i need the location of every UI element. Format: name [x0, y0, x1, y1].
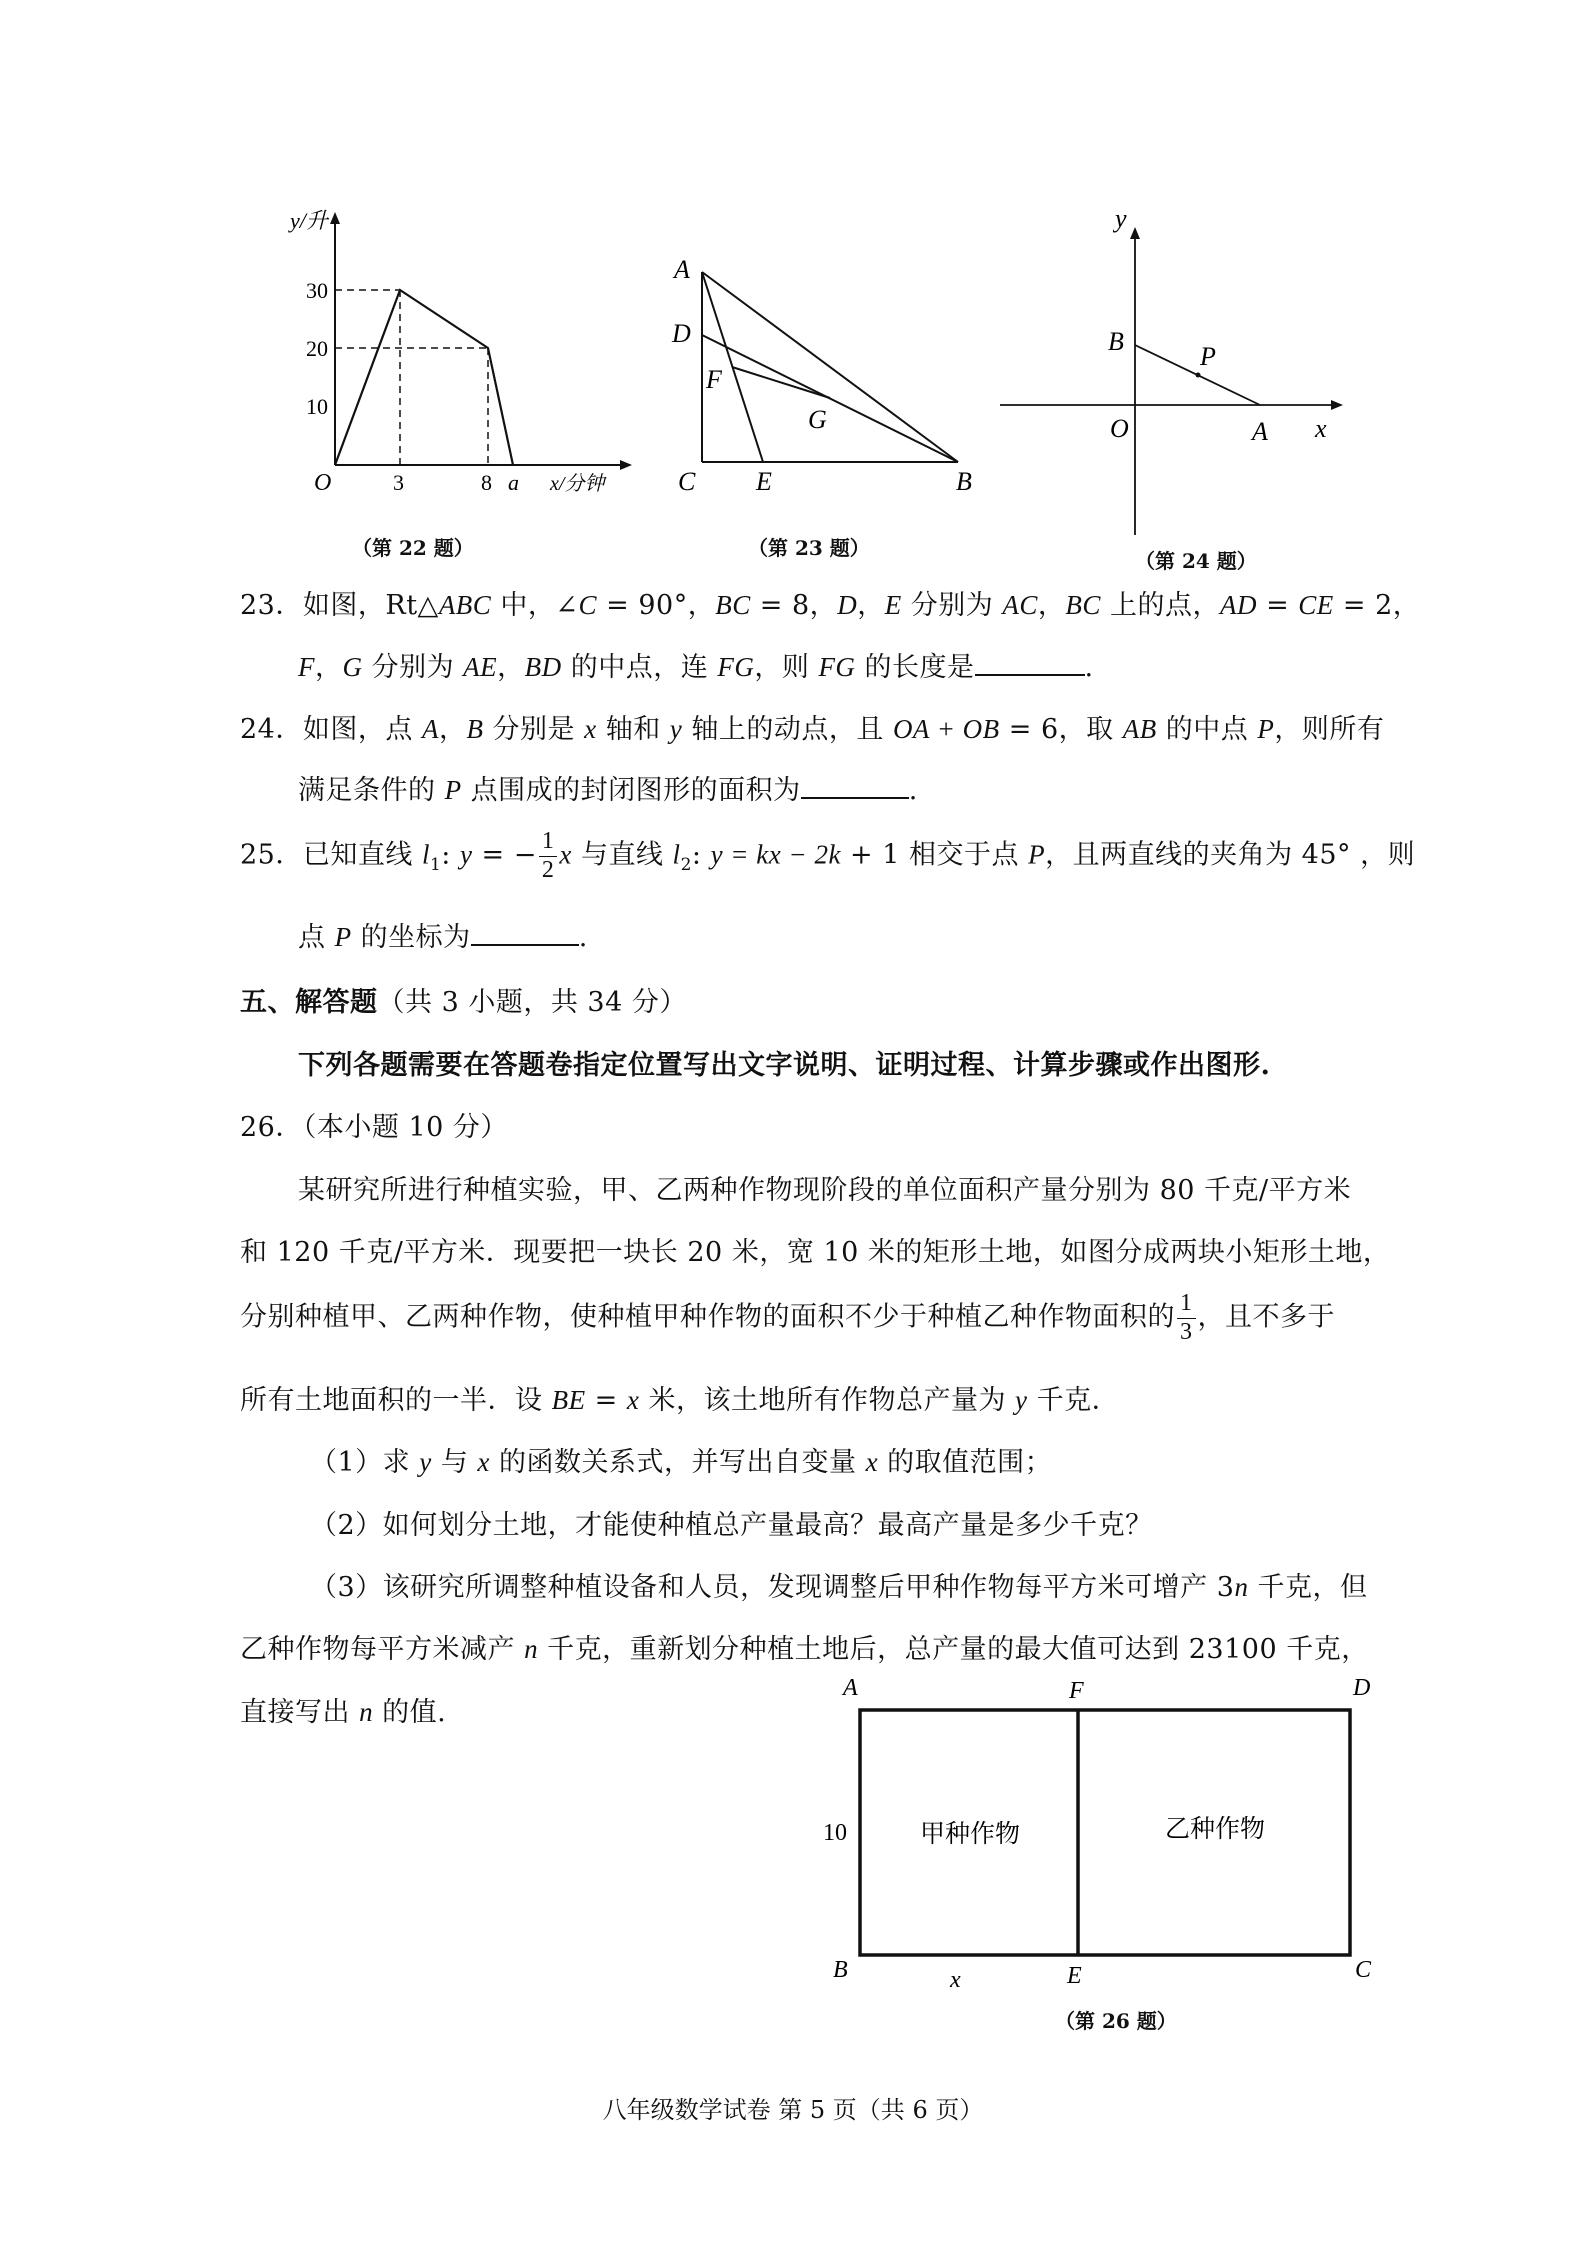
- math: BC: [1065, 590, 1101, 620]
- subscript: 2: [680, 854, 692, 875]
- math: x: [626, 1385, 640, 1415]
- q25-line1: [240, 828, 1415, 884]
- fraction-denominator: 2: [541, 856, 555, 883]
- math: P: [1257, 714, 1275, 744]
- question-number: 24．: [240, 714, 303, 745]
- text: 中，∠: [491, 590, 579, 621]
- math: n: [1234, 1572, 1249, 1602]
- q26-sub3-cont: [240, 1627, 1369, 1666]
- text: 轴和: [596, 714, 670, 745]
- math: l: [421, 839, 430, 870]
- text: 千克．: [1027, 1385, 1120, 1416]
- y-tick-20: 20: [306, 336, 328, 361]
- fraction: [1177, 1290, 1196, 1346]
- math: y = kx − 2k: [710, 839, 841, 870]
- point-G-label: G: [808, 405, 827, 434]
- text: 的长度是: [855, 652, 975, 683]
- text: 与直线: [571, 839, 673, 871]
- text: 的中点: [1156, 714, 1258, 745]
- math: BE: [551, 1385, 586, 1415]
- text: 如图，点: [302, 714, 422, 745]
- q26-p2: 和 120 千克/平方米．现要把一块长 20 米，宽 10 米的矩形土地，如图分成两块小矩形土地，: [240, 1237, 1391, 1268]
- section-note: （共 3 小题，共 34 分）: [377, 987, 687, 1018]
- y-tick-10: 10: [306, 394, 328, 419]
- math: D: [837, 590, 858, 620]
- text: 的值.: [373, 1697, 447, 1728]
- math: P: [334, 922, 352, 952]
- math: l: [672, 839, 681, 870]
- text: .: [908, 775, 918, 806]
- text: = 8，: [750, 590, 838, 621]
- figure-22-caption: （第 22 题）: [352, 536, 474, 560]
- point-A-label: A: [1252, 417, 1268, 446]
- side-length-label: 10: [823, 1820, 847, 1846]
- q24-line2: [298, 768, 918, 807]
- text: 的取值范围；: [878, 1447, 1053, 1478]
- text: 满足条件的: [298, 775, 445, 806]
- text: .: [578, 922, 588, 953]
- math: x: [559, 839, 572, 870]
- math: C: [578, 590, 598, 620]
- math: BD: [524, 652, 562, 682]
- text: 上的点，: [1100, 590, 1220, 621]
- origin-label: O: [314, 470, 332, 496]
- math: AB: [1122, 714, 1157, 744]
- q23-line1: [240, 583, 1420, 622]
- question-number: 26．: [240, 1112, 303, 1143]
- text: 与: [431, 1447, 478, 1478]
- text: （1）求: [310, 1447, 420, 1478]
- corner-E-label: E: [1067, 1963, 1082, 1989]
- text: （3）该研究所调整种植设备和人员，发现调整后甲种作物每平方米可增产 3: [310, 1572, 1235, 1603]
- text: = 90°，: [597, 590, 716, 621]
- x-tick-3: 3: [393, 470, 404, 495]
- fraction: [539, 828, 558, 884]
- math: P: [1028, 839, 1046, 870]
- math: BC: [715, 590, 751, 620]
- text: ，则: [754, 652, 819, 683]
- text: 的中点，连: [561, 652, 718, 683]
- point-A-label: A: [674, 255, 690, 284]
- text: 分别种植甲、乙两种作物，使种植甲种作物的面积不少于种植乙种作物面积的: [240, 1301, 1175, 1333]
- text: 直接写出: [240, 1697, 360, 1728]
- text: 所有土地面积的一半．设: [240, 1385, 552, 1416]
- text: ，: [438, 714, 467, 745]
- q26-p3: [240, 1290, 1335, 1346]
- y-axis-label: y: [1115, 205, 1127, 233]
- text: ，: [857, 590, 885, 621]
- text: + 1 相交于点: [840, 839, 1029, 871]
- math: x: [477, 1447, 490, 1477]
- text: 千克，重新划分种植土地后，总产量的最大值可达到 23100 千克，: [538, 1634, 1369, 1665]
- figure-22: [280, 200, 640, 500]
- figure-23: [660, 250, 1000, 500]
- point-B-label: B: [1108, 327, 1124, 356]
- math: AD: [1219, 590, 1257, 620]
- q26-sub3-end: [240, 1690, 446, 1729]
- answer-blank[interactable]: [471, 922, 579, 946]
- math: B: [466, 714, 484, 744]
- q23-line2: [298, 645, 1094, 684]
- question-number: 23．: [240, 590, 303, 621]
- bottom-length-label: x: [950, 1967, 961, 1993]
- text: :: [691, 839, 711, 871]
- text: 点: [298, 922, 335, 953]
- q26-sub2: （2）如何划分土地，才能使种植总产量最高？最高产量是多少千克？: [310, 1510, 1153, 1541]
- math: F: [298, 652, 315, 682]
- text: ，且不多于: [1197, 1301, 1335, 1333]
- point-P-label: P: [1200, 342, 1216, 371]
- section-5-title: [240, 980, 687, 1019]
- corner-A-label: A: [843, 1675, 858, 1701]
- math: FG: [818, 652, 856, 682]
- figure-22-graph: [280, 200, 640, 500]
- math: y: [1015, 1385, 1028, 1415]
- text: 轴上的动点，且: [682, 714, 893, 745]
- x-axis-label: x/分钟: [550, 473, 605, 495]
- point-B-label: B: [956, 467, 972, 496]
- figure-24-caption: （第 24 题）: [1135, 549, 1257, 573]
- math: x: [865, 1447, 879, 1477]
- text: = −: [472, 839, 537, 871]
- text: 分别为: [362, 652, 464, 683]
- region-crop-a: 甲种作物: [920, 1821, 1021, 1848]
- q26-sub3: [310, 1565, 1368, 1604]
- text: 如图，Rt△: [302, 590, 439, 621]
- point-C-label: C: [678, 467, 696, 496]
- corner-D-label: D: [1353, 1675, 1371, 1701]
- text: 的坐标为: [351, 922, 471, 953]
- point-E-label: E: [756, 467, 772, 496]
- corner-B-label: B: [833, 1957, 848, 1983]
- y-tick-30: 30: [306, 278, 328, 303]
- point-D-label: D: [672, 319, 691, 348]
- figure-24-axes: [1000, 205, 1360, 540]
- text: .: [1084, 652, 1094, 683]
- figure-26: [805, 1665, 1380, 1995]
- text: :: [441, 839, 460, 871]
- math: y: [459, 839, 473, 870]
- text: 的函数关系式，并写出自变量: [489, 1447, 866, 1478]
- fraction-numerator: 1: [539, 828, 558, 857]
- math: AC: [1002, 590, 1038, 620]
- text: 点围成的封闭图形的面积为: [461, 775, 801, 806]
- text: （本小题 10 分）: [302, 1112, 508, 1143]
- math: A: [421, 714, 439, 744]
- math: E: [884, 590, 902, 620]
- text: =: [1256, 590, 1299, 621]
- math: x: [584, 714, 597, 744]
- math: OA + OB: [892, 714, 1000, 744]
- text: 分别为: [901, 590, 1003, 621]
- section-title: 五、解答题: [240, 987, 378, 1018]
- q26-header: [240, 1105, 508, 1144]
- text: 已知直线: [302, 839, 422, 871]
- origin-label: O: [1110, 414, 1129, 443]
- text: 分别是: [483, 714, 585, 745]
- figure-23-caption: （第 23 题）: [748, 536, 870, 560]
- math: ABC: [438, 590, 492, 620]
- math: y: [669, 714, 683, 744]
- text: 米，该土地所有作物总产量为: [639, 1385, 1016, 1416]
- answer-blank[interactable]: [801, 775, 909, 799]
- math: G: [342, 652, 363, 682]
- figure-24: [1000, 205, 1360, 540]
- page-footer: 八年级数学试卷 第 5 页（共 6 页）: [602, 2096, 984, 2124]
- math: y: [419, 1447, 432, 1477]
- point-F-label: F: [706, 365, 722, 394]
- math: P: [444, 775, 462, 805]
- q26-p4: [240, 1378, 1119, 1417]
- subscript: 1: [429, 854, 442, 875]
- math: AE: [463, 652, 498, 682]
- x-tick-8: 8: [481, 470, 492, 495]
- math: FG: [717, 652, 755, 682]
- figure-26-rectangle: [805, 1665, 1380, 1995]
- q26-p1: 某研究所进行种植实验，甲、乙两种作物现阶段的单位面积产量分别为 80 千克/平方米: [298, 1175, 1352, 1206]
- x-tick-a: a: [508, 470, 519, 495]
- y-axis-label: y/升: [290, 208, 328, 233]
- fraction-numerator: 1: [1177, 1290, 1196, 1319]
- text: = 2，: [1333, 590, 1421, 621]
- q25-line2: [298, 915, 588, 954]
- text: ，则所有: [1274, 714, 1385, 745]
- figure-23-triangle: [660, 250, 1000, 500]
- text: =: [585, 1385, 627, 1416]
- corner-C-label: C: [1355, 1957, 1372, 1983]
- section-5-instruction: 下列各题需要在答题卷指定位置写出文字说明、证明过程、计算步骤或作出图形.: [298, 1050, 1271, 1081]
- q26-sub1: [310, 1440, 1052, 1479]
- math: n: [524, 1634, 539, 1664]
- fraction-denominator: 3: [1180, 1318, 1193, 1345]
- text: ，: [315, 652, 343, 683]
- answer-blank[interactable]: [975, 652, 1085, 676]
- q24-line1: [240, 707, 1384, 746]
- text: ，: [1037, 590, 1066, 621]
- math: CE: [1298, 590, 1334, 620]
- math: n: [359, 1697, 374, 1727]
- question-number: 25．: [240, 839, 303, 871]
- text: ，且两直线的夹角为 45° ，则: [1045, 839, 1416, 871]
- x-axis-label: x: [1315, 414, 1327, 443]
- text: 千克，但: [1248, 1572, 1368, 1603]
- corner-F-label: F: [1069, 1678, 1084, 1704]
- figure-26-caption: （第 26 题）: [1055, 2009, 1177, 2033]
- text: = 6，取: [999, 714, 1123, 745]
- region-crop-b: 乙种作物: [1165, 1816, 1266, 1843]
- text: ，: [497, 652, 525, 683]
- text: 乙种作物每平方米减产: [240, 1634, 525, 1665]
